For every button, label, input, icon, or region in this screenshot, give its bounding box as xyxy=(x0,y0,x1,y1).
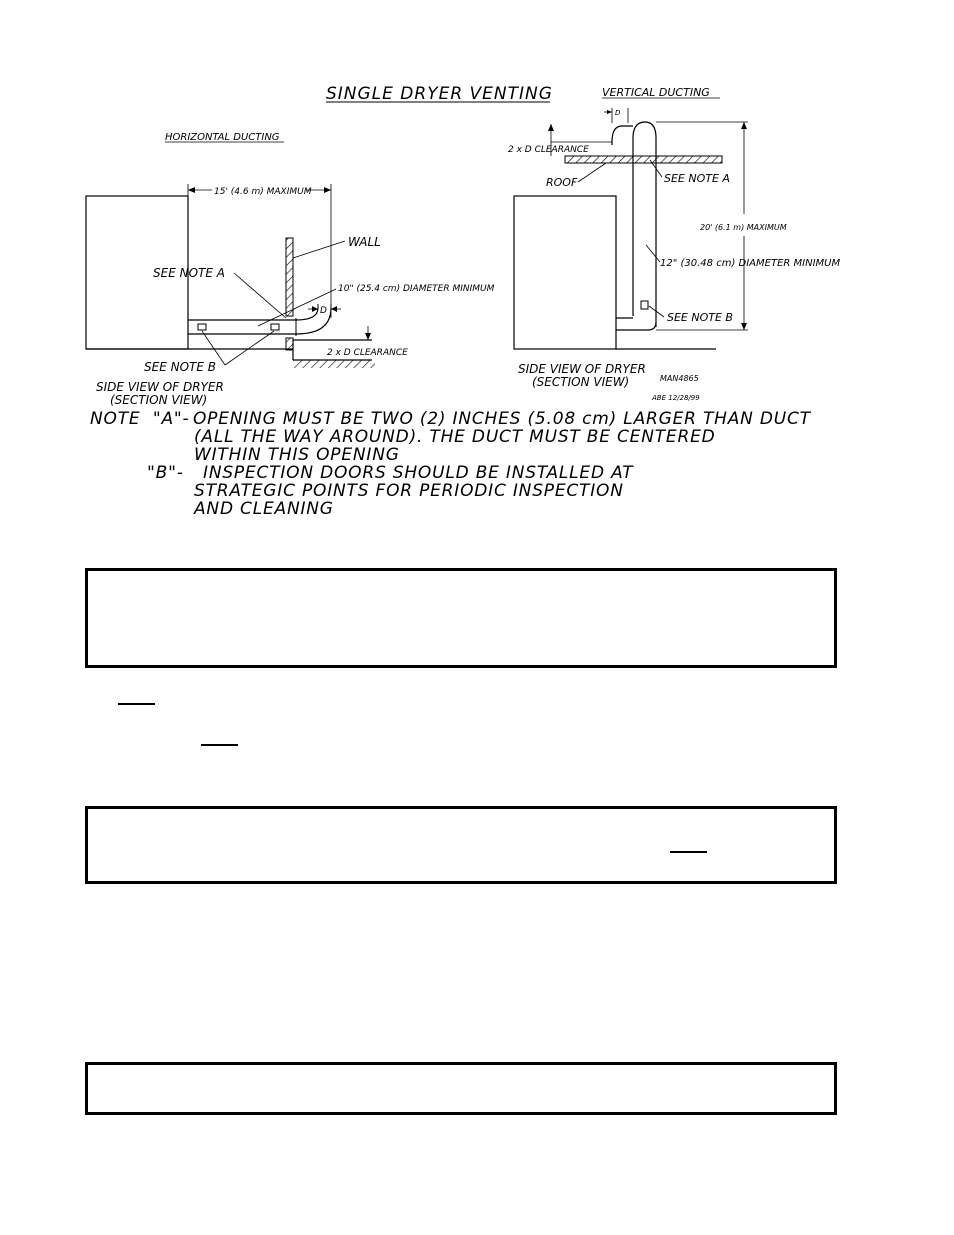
horizontal-diameter: 10" (25.4 cm) DIAMETER MINIMUM xyxy=(338,284,495,294)
note-a-line1: NOTE "A"- OPENING MUST BE TWO (2) INCHES (5.08 cm) LARGER THAN DUCT xyxy=(90,409,811,429)
roof xyxy=(565,156,722,163)
note-b-line3: AND CLEANING xyxy=(194,499,334,519)
warning-box-3 xyxy=(85,1062,837,1115)
horizontal-see-note-b: SEE NOTE B xyxy=(144,360,216,374)
wall-label: WALL xyxy=(348,235,381,249)
vertical-view-line1: SIDE VIEW OF DRYER xyxy=(518,362,646,376)
horizontal-view-line1: SIDE VIEW OF DRYER xyxy=(96,380,224,394)
horizontal-max-length: 15' (4.6 m) MAXIMUM xyxy=(214,187,312,197)
vertical-see-note-b: SEE NOTE B xyxy=(667,311,733,324)
warning-box-2 xyxy=(85,806,837,884)
note-b-line2: STRATEGIC POINTS FOR PERIODIC INSPECTION xyxy=(194,481,624,501)
vertical-see-note-a: SEE NOTE A xyxy=(664,172,730,185)
vertical-ducting-view xyxy=(508,86,840,402)
horizontal-view-line2: (SECTION VIEW) xyxy=(110,393,208,407)
vertical-view-line2: (SECTION VIEW) xyxy=(532,375,630,389)
vertical-max-length: 20' (6.1 m) MAXIMUM xyxy=(700,223,787,232)
horizontal-see-note-a: SEE NOTE A xyxy=(153,266,225,280)
note-a-line3: WITHIN THIS OPENING xyxy=(194,445,400,465)
vertical-clearance: 2 x D CLEARANCE xyxy=(508,145,589,155)
note-a-line2: (ALL THE WAY AROUND). THE DUCT MUST BE CENTERED xyxy=(194,427,716,447)
vertical-diameter: 12" (30.48 cm) DIAMETER MINIMUM xyxy=(660,258,841,269)
underline-mark-1 xyxy=(118,703,155,705)
diagram-notes xyxy=(90,410,850,518)
note-b-key: "B"- xyxy=(147,463,184,483)
horizontal-heading: HORIZONTAL DUCTING xyxy=(165,132,280,143)
underline-mark-3 xyxy=(670,851,707,853)
warning-box-1 xyxy=(85,568,837,668)
drawing-number: MAN4865 xyxy=(660,374,699,383)
note-lead: NOTE "A"- xyxy=(90,409,190,429)
vertical-d: D xyxy=(615,109,621,117)
diagram-title: SINGLE DRYER VENTING xyxy=(326,84,553,104)
dryer-cabinet-vertical xyxy=(514,196,616,349)
note-b-line1: "B"- INSPECTION DOORS SHOULD BE INSTALLED AT xyxy=(147,463,634,483)
vertical-heading: VERTICAL DUCTING xyxy=(602,86,710,99)
horizontal-d: D xyxy=(320,306,327,316)
horizontal-ducting-view xyxy=(86,132,495,407)
wall xyxy=(286,238,293,316)
horizontal-clearance: 2 x D CLEARANCE xyxy=(327,348,408,358)
drawn-by: ABE 12/28/99 xyxy=(652,394,700,402)
underline-mark-2 xyxy=(201,744,238,746)
roof-label: ROOF xyxy=(546,176,578,189)
